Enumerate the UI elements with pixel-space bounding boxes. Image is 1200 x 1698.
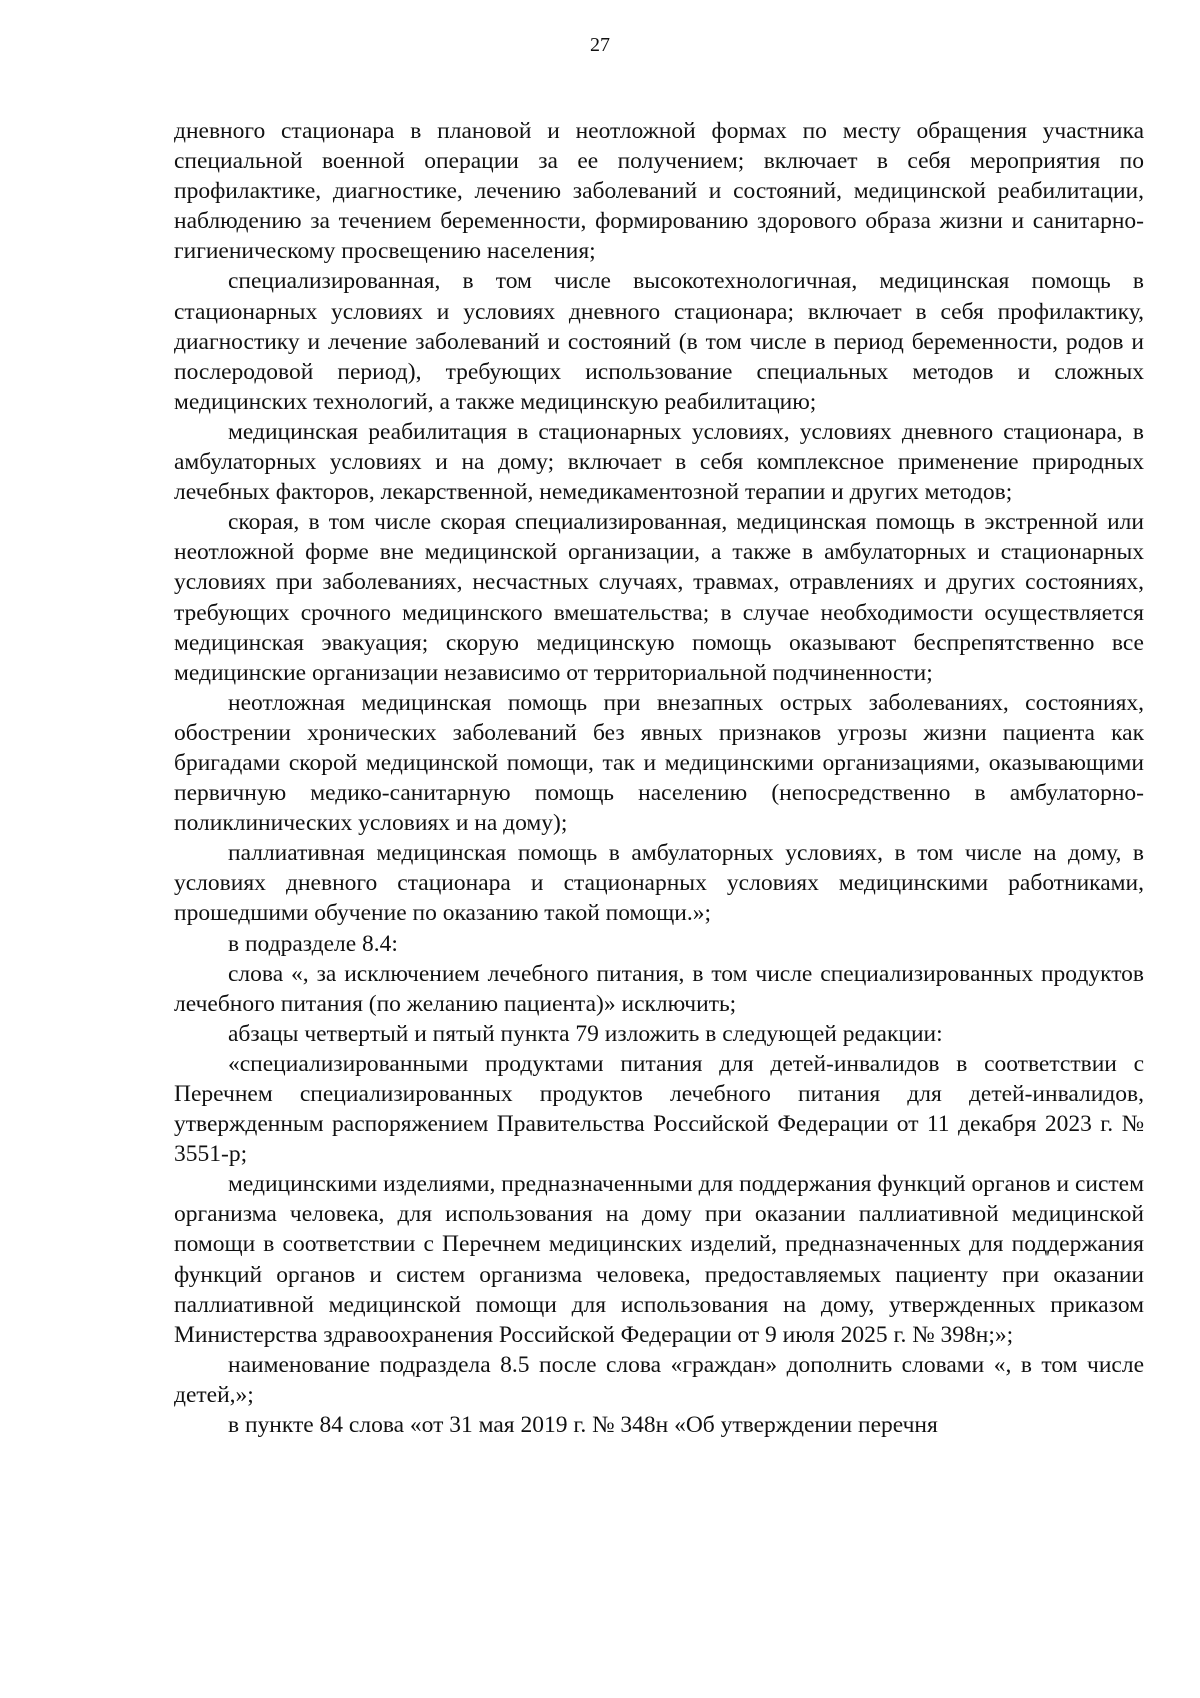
paragraph-medical-devices: медицинскими изделиями, предназначенными для поддержания функций органов и систем организма человека, для использования на дому при оказании паллиативной медицинской помощи в соответствии с Перечнем медицинских изделий, предназначенных для поддержания функций органов и систем организма человека, предоставляемых пациенту при оказании паллиативной медицинской помощи для использования на дому, утвержденных приказом Министерства здравоохранения Российской Федерации от 9 июля 2025 г. № 398н;»; — [174, 1171, 1144, 1348]
page-number: 27 — [590, 34, 610, 56]
paragraph-urgent-care: неотложная медицинская помощь при внезапных острых заболеваниях, состояниях, обострении хронических заболеваний без явных признаков угрозы жизни пациента как бригадами скорой медицинской помощи, так и медицинскими организациями, оказывающими первичную медико-санитарную помощь населению (непосредственно в амбулаторно-поликлинических условиях и на дому); — [174, 689, 1144, 837]
paragraph-point-84: в пункте 84 слова «от 31 мая 2019 г. № 348н «Об утверждении перечня — [228, 1412, 938, 1439]
paragraph-specialized-products: «специализированными продуктами питания для детей-инвалидов в соответствии с Перечнем специализированных продуктов лечебного питания для детей-инвалидов, утвержденным распоряжением Правительства Российской Федерации от 11 декабря 2023 г. № 3551-р; — [174, 1050, 1144, 1168]
paragraph-continuation: дневного стационара в плановой и неотложной формах по месту обращения участника специальной военной операции за ее получением; включает в себя мероприятия по профилактике, диагностике, лечению заболеваний и состояний, медицинской реабилитации, наблюдению за течением беременности, формированию здорового образа жизни и санитарно-гигиеническому просвещению населения; — [174, 118, 1144, 265]
paragraph-medical-rehabilitation: медицинская реабилитация в стационарных условиях, условиях дневного стационара, в амбулаторных условиях и на дому; включает в себя комплексное применение природных лечебных факторов, лекарственной, немедикаментозной терапии и других методов; — [174, 418, 1144, 506]
paragraph-palliative-care: паллиативная медицинская помощь в амбулаторных условиях, в том числе на дому, в условиях дневного стационара и стационарных условиях медицинскими работниками, прошедшими обучение по оказанию такой помощи.»; — [174, 840, 1144, 927]
document-body — [174, 116, 1144, 1440]
paragraph-point-79: абзацы четвертый и пятый пункта 79 изложить в следующей редакции: — [228, 1020, 943, 1047]
paragraph-specialized-care: специализированная, в том числе высокотехнологичная, медицинская помощь в стационарных условиях и условиях дневного стационара; включает в себя профилактику, диагностику и лечение заболеваний и состояний (в том числе в период беременности, родов и послеродовой период), требующих использование специальных методов и сложных медицинских технологий, а также медицинскую реабилитацию; — [174, 268, 1144, 415]
paragraph-subsection-8-5: наименование подраздела 8.5 после слова «граждан» дополнить словами «, в том числе детей,»; — [174, 1351, 1144, 1408]
paragraph-words-exclude: слова «, за исключением лечебного питания, в том числе специализированных продуктов лечебного питания (по желанию пациента)» исключить; — [174, 960, 1144, 1017]
paragraph-subsection-8-4: в подразделе 8.4: — [228, 930, 398, 957]
paragraph-emergency-care: скорая, в том числе скорая специализированная, медицинская помощь в экстренной или неотложной форме вне медицинской организации, а также в амбулаторных и стационарных условиях при заболеваниях, несчастных случаях, травмах, отравлениях и других состояниях, требующих срочного медицинского вмешательства; в случае необходимости осуществляется медицинская эвакуация; скорую медицинскую помощь оказывают беспрепятственно все медицинские организации независимо от территориальной подчиненности; — [174, 509, 1144, 686]
